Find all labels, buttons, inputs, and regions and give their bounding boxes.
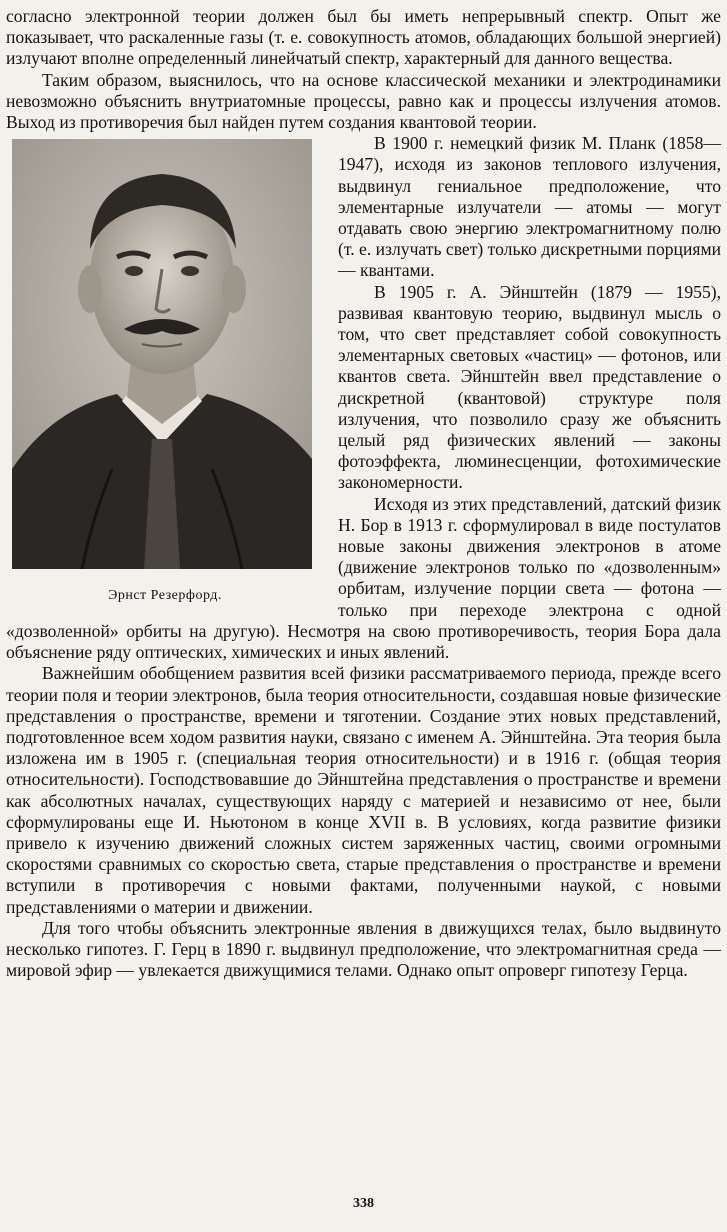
portrait-photo	[12, 139, 312, 569]
paragraph-relativity: Важнейшим обобщением развития всей физики рассматриваемого периода, прежде всего теории поля и теории электронов, была теория относительности, создавшая новые физические представления о пространстве, времени и тяготении. Создание этих новых представлений, подготовленное всем ходом развития науки, связано с именем А. Эйнштейна. Эта теория была изложена им в 1905 г. (специальная теория относительности) и в 1916 г. (общая теория относительности). Господствовавшие до Эйнштейна представления о пространстве и времени как абсолютных началах, существующих наряду с материей и независимо от нее, были сформулированы еще И. Ньютоном в конце XVII в. В условиях, когда развитие физики привело к изучению движений сложных систем заряженных частиц, своими огромными скоростями сравнимых со скоростью света, старые представления о пространстве и времени вступили в противоречия с новыми фактами, полученными наукой, с новыми представлениями о материи и движении.	[6, 663, 721, 917]
portrait-caption: Эрнст Резерфорд.	[108, 588, 222, 604]
portrait-figure	[6, 139, 324, 605]
paragraph-quantum-intro: Таким образом, выяснилось, что на основе классической механики и электродинамики невозможно объяснить внутриатомные процессы, равно как и процессы излучения атомов. Выход из противоречия был найден путем создания квантовой теории.	[6, 69, 721, 133]
paragraph-einstein-quanta: В 1905 г. А. Эйнштейн (1879 — 1955), развивая квантовую теорию, выдвинул мысль о том, что свет представляет собой совокупность элементарных световых «частиц» — фотонов, или квантов света. Эйнштейн ввел представление о дискретной (квантовой) структуре поля излучения, что позволило сразу же объяснить целый ряд физических явлений — законы фотоэффекта, люминесценции, фотохимические закономерности.	[338, 281, 721, 493]
paragraph-planck: В 1900 г. немецкий физик М. Планк (1858—1947), исходя из законов теплового излучения, выдвинул гениальное предположение, что элементарные излучатели — атомы — могут отдавать свою энергию электромагнитному полю (т. е. излучать свет) только дискретными порциями — квантами.	[338, 133, 722, 281]
paragraph-hertz: Для того чтобы объяснить электронные явления в движущихся телах, было выдвинуто несколько гипотез. Г. Герц в 1890 г. выдвинул предположение, что электромагнитная среда — мировой эфир — увлекается движущимися телами. Однако опыт опроверг гипотезу Герца.	[6, 917, 721, 981]
paragraph-bohr: Исходя из этих представлений, датский физик Н. Бор в 1913 г. сформулировал в виде постулатов новые законы движения электронов в атоме (движение электронов только по «дозволенным» орбитам, излучение порции света — фотона — только при переходе электрона с одной «дозволенной» орбиты на другую). Несмотря на свою противоречивость, теория Бора дала объяснение ряду оптических, химических и иных явлений.	[6, 493, 721, 663]
paragraph-opening: согласно электронной теории должен был бы иметь непрерывный спектр. Опыт же показывает, что раскаленные газы (т. е. совокупность атомов, обладающих большой энергией) излучают вполне определенный линейчатый спектр, характерный для данного вещества.	[6, 6, 721, 69]
rutherford-portrait	[12, 139, 312, 569]
page-number: 338	[353, 1196, 374, 1211]
